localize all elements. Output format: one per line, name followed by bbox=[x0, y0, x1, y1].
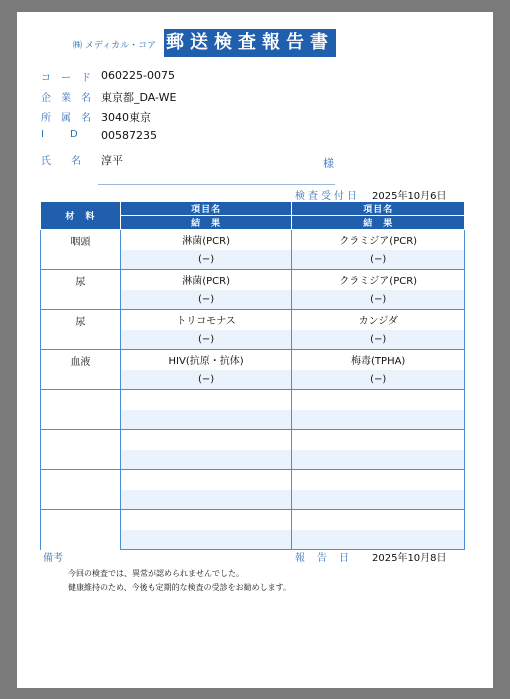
material-cell: 尿 bbox=[41, 270, 121, 310]
field-department bbox=[41, 109, 341, 125]
field-value: 東京都_DA-WE bbox=[101, 91, 177, 104]
header-item: 項目名 bbox=[120, 202, 292, 216]
field-value: 3040東京 bbox=[101, 111, 151, 124]
result-cell: (−) bbox=[120, 250, 292, 270]
table-row bbox=[41, 510, 465, 530]
item-cell bbox=[292, 430, 465, 450]
field-label: 氏名 bbox=[41, 156, 101, 167]
item-cell: カンジダ bbox=[292, 310, 465, 330]
item-cell: HIV(抗原・抗体) bbox=[120, 350, 292, 370]
item-cell: クラミジア(PCR) bbox=[292, 230, 465, 250]
table-row bbox=[41, 470, 465, 490]
result-cell bbox=[120, 450, 292, 470]
result-cell: (−) bbox=[292, 290, 465, 310]
item-cell: 淋菌(PCR) bbox=[120, 230, 292, 250]
material-cell bbox=[41, 510, 121, 550]
material-cell: 尿 bbox=[41, 310, 121, 350]
received-label: 検査受付日 bbox=[295, 191, 360, 202]
material-cell: 血液 bbox=[41, 350, 121, 390]
field-id bbox=[41, 129, 341, 145]
material-cell bbox=[41, 390, 121, 430]
field-value: 060225-0075 bbox=[101, 69, 175, 82]
remarks-label: 備考 bbox=[43, 553, 63, 564]
remark-line: 健康維持のため、今後も定期的な検査の受診をお勧めします。 bbox=[68, 583, 292, 592]
result-cell: (−) bbox=[120, 290, 292, 310]
remark-line: 今回の検査では、異常が認められませんでした。 bbox=[68, 569, 244, 578]
material-cell bbox=[41, 470, 121, 510]
header-item: 項目名 bbox=[292, 202, 465, 216]
company-name: ㈱ メディカル・コア bbox=[73, 41, 157, 51]
item-cell bbox=[120, 430, 292, 450]
report-date-label: 報告日 bbox=[295, 553, 361, 564]
field-company bbox=[41, 89, 341, 105]
name-underline bbox=[98, 169, 335, 185]
field-label: 所属名 bbox=[41, 113, 101, 124]
item-cell bbox=[292, 470, 465, 490]
result-cell: (−) bbox=[120, 370, 292, 390]
item-cell: 淋菌(PCR) bbox=[120, 270, 292, 290]
header-material: 材 料 bbox=[41, 202, 121, 230]
report-title: 郵送検査報告書 bbox=[164, 29, 336, 57]
results-table bbox=[40, 201, 465, 550]
received-date: 2025年10月6日 bbox=[372, 191, 447, 202]
field-value: 淳平 bbox=[101, 154, 123, 167]
table-row bbox=[41, 310, 465, 330]
item-cell bbox=[292, 390, 465, 410]
table-row bbox=[41, 350, 465, 370]
header-result: 結 果 bbox=[120, 216, 292, 230]
result-cell bbox=[292, 450, 465, 470]
report-paper bbox=[17, 12, 493, 688]
report-date: 2025年10月8日 bbox=[372, 553, 447, 564]
item-cell bbox=[120, 470, 292, 490]
honorific: 様 bbox=[323, 157, 334, 170]
result-cell bbox=[292, 410, 465, 430]
result-cell bbox=[292, 490, 465, 510]
result-cell bbox=[120, 410, 292, 430]
result-cell bbox=[120, 530, 292, 550]
result-cell: (−) bbox=[292, 330, 465, 350]
header-result: 結 果 bbox=[292, 216, 465, 230]
table-row bbox=[41, 230, 465, 250]
table-row bbox=[41, 390, 465, 410]
field-label: コード bbox=[41, 73, 101, 84]
item-cell bbox=[292, 510, 465, 530]
item-cell bbox=[120, 390, 292, 410]
table-row bbox=[41, 430, 465, 450]
item-cell: 梅毒(TPHA) bbox=[292, 350, 465, 370]
table-row bbox=[41, 270, 465, 290]
field-label: 企業名 bbox=[41, 93, 101, 104]
material-cell: 咽頭 bbox=[41, 230, 121, 270]
field-code bbox=[41, 69, 341, 85]
item-cell: トリコモナス bbox=[120, 310, 292, 330]
material-cell bbox=[41, 430, 121, 470]
result-cell: (−) bbox=[292, 250, 465, 270]
field-value: 00587235 bbox=[101, 129, 157, 142]
item-cell: クラミジア(PCR) bbox=[292, 270, 465, 290]
item-cell bbox=[120, 510, 292, 530]
field-label: ID bbox=[41, 129, 104, 140]
result-cell: (−) bbox=[292, 370, 465, 390]
field-name bbox=[41, 152, 341, 168]
result-cell bbox=[120, 490, 292, 510]
result-cell: (−) bbox=[120, 330, 292, 350]
result-cell bbox=[292, 530, 465, 550]
